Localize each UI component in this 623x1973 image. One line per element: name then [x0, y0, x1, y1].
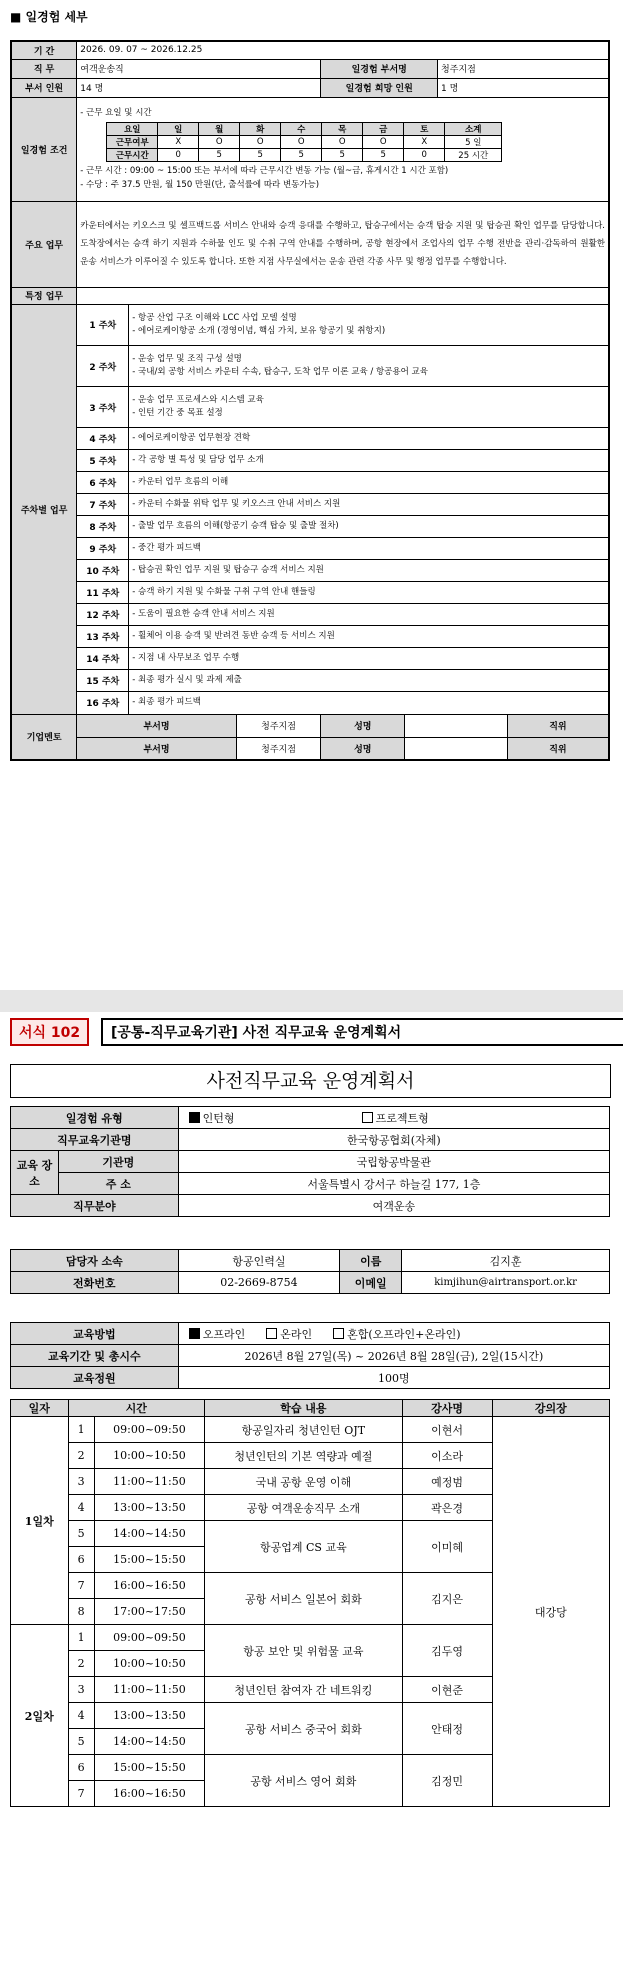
- session-time: 13:00~13:50: [94, 1495, 204, 1521]
- week-duty-line: - 운송 업무 및 조직 구성 설명: [132, 354, 242, 364]
- special-label: 특정 업무: [11, 287, 77, 304]
- week-duty-line: - 휠체어 이용 승객 및 반려견 동반 승객 등 서비스 지원: [132, 631, 335, 641]
- info-table: [10, 1106, 610, 1217]
- week-number: 8 주차: [77, 516, 129, 538]
- job-label: 직 무: [11, 59, 77, 78]
- hours-cell: 0: [404, 149, 445, 162]
- weekly-duty-table: [77, 305, 608, 714]
- week-duty-line: - 중간 평가 피드백: [132, 543, 201, 553]
- session-number: 6: [68, 1547, 94, 1573]
- venue: 대강당: [492, 1417, 609, 1807]
- week-number: 3 주차: [77, 387, 129, 428]
- mentor1-name-value: [405, 714, 508, 737]
- day-header: 토: [404, 123, 445, 136]
- day-header: 화: [240, 123, 281, 136]
- mentor2-dept-value: 청주지점: [236, 737, 321, 760]
- hours-cell: 근무시간: [107, 149, 158, 162]
- week-duty-line: - 각 공항 별 특성 및 담당 업무 소개: [132, 455, 264, 465]
- addr-label: 주 소: [58, 1173, 178, 1195]
- place-label: 교육 장소: [11, 1151, 59, 1195]
- pay-note: - 수당 : 주 37.5 만원, 월 150 만원(단, 출석률에 따라 변동가능): [80, 180, 320, 190]
- duration-value: 2026년 8월 27일(목) ~ 2026년 8월 28일(금), 2일(15시간): [178, 1345, 609, 1367]
- schedule-row: [11, 1417, 610, 1443]
- week-number: 12 주차: [77, 604, 129, 626]
- week-row: [77, 305, 608, 346]
- week-duties: [129, 494, 608, 516]
- session-time: 17:00~17:50: [94, 1599, 204, 1625]
- session-time: 16:00~16:50: [94, 1573, 204, 1599]
- page-separator: [0, 990, 623, 1012]
- session-number: 8: [68, 1599, 94, 1625]
- cond-label: 일경험 조건: [11, 97, 77, 201]
- week-duties: [129, 692, 608, 714]
- type-label: 일경험 유형: [11, 1107, 179, 1129]
- schedule-header: 학습 내용: [205, 1400, 403, 1417]
- email-value: kimjihun@airtransport.or.kr: [402, 1272, 610, 1294]
- week-number: 13 주차: [77, 626, 129, 648]
- session-instructor: 이소라: [402, 1443, 492, 1469]
- document-title: 사전직무교육 운영계획서: [10, 1064, 611, 1098]
- session-time: 11:00~11:50: [94, 1469, 204, 1495]
- schedule-header: 강사명: [402, 1400, 492, 1417]
- mentor1-dept-value: 청주지점: [236, 714, 321, 737]
- method-mixed: 혼합(오프라인+온라인): [347, 1327, 461, 1341]
- session-number: 1: [68, 1625, 94, 1651]
- field-label: 직무분야: [11, 1195, 179, 1217]
- week-row: [77, 648, 608, 670]
- week-duties: [129, 604, 608, 626]
- day-header: 요일: [107, 123, 158, 136]
- session-topic: 청년인턴의 기본 역량과 예절: [205, 1443, 403, 1469]
- week-duties: [129, 670, 608, 692]
- week-row: [77, 450, 608, 472]
- week-row: [77, 604, 608, 626]
- hours-cell: 5: [363, 149, 404, 162]
- day-header: 소계: [445, 123, 502, 136]
- session-number: 6: [68, 1755, 94, 1781]
- week-row: [77, 670, 608, 692]
- inst-value: 국립항공박물관: [178, 1151, 609, 1173]
- mentor1-pos-label: 직위: [507, 714, 609, 737]
- week-number: 11 주차: [77, 582, 129, 604]
- week-duty-line: - 에어로케이항공 소개 (경영이념, 핵심 가치, 보유 항공기 및 취항지): [132, 325, 386, 336]
- session-time: 13:00~13:50: [94, 1703, 204, 1729]
- week-duty-line: - 카운터 업무 흐름의 이해: [132, 477, 229, 487]
- session-topic: 공항 여객운송직무 소개: [205, 1495, 403, 1521]
- mentor1-dept-label: 부서명: [77, 714, 236, 737]
- contact-dept-label: 담당자 소속: [11, 1250, 179, 1272]
- method-table: [10, 1322, 610, 1389]
- week-row: [77, 516, 608, 538]
- week-row: [77, 428, 608, 450]
- day-header: 목: [322, 123, 363, 136]
- hours-cell: 0: [158, 149, 199, 162]
- internship-detail-table: [10, 40, 610, 761]
- session-number: 2: [68, 1651, 94, 1677]
- session-instructor: 김두영: [402, 1625, 492, 1677]
- hours-cell: 25 시간: [445, 149, 502, 162]
- contact-table: [10, 1249, 610, 1294]
- session-number: 5: [68, 1729, 94, 1755]
- week-duties: [129, 387, 608, 428]
- session-number: 5: [68, 1521, 94, 1547]
- session-time: 10:00~10:50: [94, 1651, 204, 1677]
- session-time: 10:00~10:50: [94, 1443, 204, 1469]
- week-number: 1 주차: [77, 305, 129, 346]
- phone-label: 전화번호: [11, 1272, 179, 1294]
- day-header: 일: [158, 123, 199, 136]
- week-row: [77, 692, 608, 714]
- week-duty-line: - 지점 내 사무보조 업무 수행: [132, 653, 240, 663]
- wish-label: 일경험 희망 인원: [321, 78, 438, 97]
- session-time: 16:00~16:50: [94, 1781, 204, 1807]
- day-header: 금: [363, 123, 404, 136]
- dept-label: 일경험 부서명: [321, 59, 438, 78]
- hours-cell: 5: [240, 149, 281, 162]
- session-topic: 국내 공항 운영 이해: [205, 1469, 403, 1495]
- addr-value: 서울특별시 강서구 하늘길 177, 1층: [178, 1173, 609, 1195]
- week-duty-line: - 에어로케이항공 업무현장 견학: [132, 433, 251, 443]
- hours-note: - 근무 시간 : 09:00 ~ 15:00 또는 부서에 따라 근무시간 변동 가능 (월~금, 휴게시간 1 시간 포함): [80, 166, 449, 176]
- session-instructor: 김지은: [402, 1573, 492, 1625]
- period-label: 기 간: [11, 41, 77, 59]
- page-2: [0, 1012, 623, 1973]
- schedule-header-row: [11, 1400, 610, 1417]
- week-number: 9 주차: [77, 538, 129, 560]
- quota-label: 교육정원: [11, 1367, 179, 1389]
- mentor-label: 기업멘토: [11, 714, 77, 760]
- week-duties: [129, 582, 608, 604]
- duty-label: 주요 업무: [11, 201, 77, 287]
- session-topic: 공항 서비스 중국어 회화: [205, 1703, 403, 1755]
- session-instructor: 김정민: [402, 1755, 492, 1807]
- week-number: 15 주차: [77, 670, 129, 692]
- session-topic: 청년인턴 참여자 간 네트워킹: [205, 1677, 403, 1703]
- work-cell: O: [281, 136, 322, 149]
- period-value: 2026. 09. 07 ~ 2026.12.25: [77, 41, 609, 59]
- method-label: 교육방법: [11, 1323, 179, 1345]
- week-duty-line: - 인턴 기간 중 목표 설정: [132, 408, 223, 418]
- session-number: 4: [68, 1703, 94, 1729]
- work-cell: O: [240, 136, 281, 149]
- session-topic: 항공일자리 청년인턴 OJT: [205, 1417, 403, 1443]
- session-time: 15:00~15:50: [94, 1547, 204, 1573]
- work-cell: O: [322, 136, 363, 149]
- week-number: 6 주차: [77, 472, 129, 494]
- week-duty-line: - 항공 산업 구조 이해와 LCC 사업 모델 설명: [132, 312, 297, 323]
- session-number: 3: [68, 1469, 94, 1495]
- week-row: [77, 626, 608, 648]
- week-duty-line: - 국내/외 공항 서비스 카운터 수속, 탑승구, 도착 업무 이론 교육 / 항공용어 교육: [132, 367, 428, 377]
- week-number: 2 주차: [77, 346, 129, 387]
- week-duties: [129, 516, 608, 538]
- name-value: 김지훈: [402, 1250, 610, 1272]
- session-number: 7: [68, 1781, 94, 1807]
- days-note: - 근무 요일 및 시간: [80, 108, 152, 118]
- agency-label: 직무교육기관명: [11, 1129, 179, 1151]
- checkbox-checked-icon[interactable]: [189, 1328, 200, 1339]
- schedule-table: [10, 1399, 610, 1807]
- wish-value: 1 명: [438, 78, 609, 97]
- day-label: 1일차: [11, 1417, 69, 1625]
- week-row: [77, 560, 608, 582]
- type-option-intern: 인턴형: [202, 1111, 235, 1125]
- mentor1-name-label: 성명: [321, 714, 405, 737]
- hours-cell: 5: [281, 149, 322, 162]
- hours-cell: 5: [322, 149, 363, 162]
- work-cell: X: [404, 136, 445, 149]
- session-time: 09:00~09:50: [94, 1625, 204, 1651]
- week-number: 5 주차: [77, 450, 129, 472]
- session-time: 11:00~11:50: [94, 1677, 204, 1703]
- workday-table: [106, 122, 502, 162]
- week-row: [77, 387, 608, 428]
- work-cell: O: [199, 136, 240, 149]
- mentor2-pos-label: 직위: [507, 737, 609, 760]
- inst-label: 기관명: [58, 1151, 178, 1173]
- session-time: 09:00~09:50: [94, 1417, 204, 1443]
- session-time: 14:00~14:50: [94, 1521, 204, 1547]
- mentor2-name-label: 성명: [321, 737, 405, 760]
- work-cell: 근무여부: [107, 136, 158, 149]
- session-number: 2: [68, 1443, 94, 1469]
- schedule-header: 강의장: [492, 1400, 609, 1417]
- session-number: 3: [68, 1677, 94, 1703]
- checkbox-empty-icon[interactable]: [266, 1328, 277, 1339]
- weekly-label: 주차별 업무: [11, 304, 77, 714]
- week-duty-line: - 최종 평가 피드백: [132, 697, 201, 708]
- checkbox-empty-icon[interactable]: [333, 1328, 344, 1339]
- week-number: 16 주차: [77, 692, 129, 714]
- week-row: [77, 538, 608, 560]
- week-duties: [129, 428, 608, 450]
- checkbox-checked-icon[interactable]: [189, 1112, 200, 1123]
- field-value: 여객운송: [178, 1195, 609, 1217]
- checkbox-empty-icon[interactable]: [362, 1112, 373, 1123]
- week-duty-line: - 도움이 필요한 승객 안내 서비스 지원: [132, 609, 275, 619]
- week-duties: [129, 346, 608, 387]
- session-number: 4: [68, 1495, 94, 1521]
- dept-value: 청주지점: [438, 59, 609, 78]
- session-instructor: 이미혜: [402, 1521, 492, 1573]
- week-duties: [129, 560, 608, 582]
- session-instructor: 안태정: [402, 1703, 492, 1755]
- section-title: ■ 일경험 세부: [10, 10, 88, 24]
- day-header: 수: [281, 123, 322, 136]
- week-number: 14 주차: [77, 648, 129, 670]
- week-row: [77, 494, 608, 516]
- session-number: 1: [68, 1417, 94, 1443]
- session-instructor: 이현준: [402, 1677, 492, 1703]
- session-topic: 항공 보안 및 위험물 교육: [205, 1625, 403, 1677]
- schedule-header: 시간: [68, 1400, 205, 1417]
- duration-label: 교육기간 및 총시수: [11, 1345, 179, 1367]
- special-value: [77, 287, 609, 304]
- phone-value: 02-2669-8754: [178, 1272, 340, 1294]
- duty-text: 카운터에서는 키오스크 및 셀프백드롭 서비스 안내와 승객 응대를 수행하고, 탑승구에서는 승객 탑승 지원 및 탑승권 확인 업무를 담당합니다. 도착장에서는 승객 하기 지원과 수하물 인도 및 수취 구역 안내를 수행하며, 공항 현장에서 조업사의 업무 수행 전반을 관리·감독하여 원활한 운송 서비스가 이루어질 수 있도록 합니다. 또한 지점 사무실에서는 운송 관련 각종 사무 및 행정 업무를 수행합니다.: [77, 201, 609, 287]
- contact-dept-value: 항공인력실: [178, 1250, 340, 1272]
- form-number-tag: 서식 102: [10, 1018, 89, 1046]
- work-cell: X: [158, 136, 199, 149]
- mentor2-dept-label: 부서명: [77, 737, 236, 760]
- week-duty-line: - 출발 업무 흐름의 이해(항공기 승객 탑승 및 출발 절차): [132, 521, 339, 531]
- week-row: [77, 582, 608, 604]
- job-value: 여객운송직: [77, 59, 321, 78]
- name-label: 이름: [340, 1250, 402, 1272]
- week-duties: [129, 472, 608, 494]
- method-offline: 오프라인: [202, 1327, 246, 1341]
- week-duties: [129, 538, 608, 560]
- day-header: 월: [199, 123, 240, 136]
- week-number: 7 주차: [77, 494, 129, 516]
- schedule-header: 일자: [11, 1400, 69, 1417]
- week-number: 10 주차: [77, 560, 129, 582]
- week-duty-line: - 탑승권 확인 업무 지원 및 탑승구 승객 서비스 지원: [132, 565, 324, 575]
- agency-value: 한국항공협회(자체): [178, 1129, 609, 1151]
- session-time: 14:00~14:50: [94, 1729, 204, 1755]
- week-duty-line: - 카운터 수화물 위탁 업무 및 키오스크 안내 서비스 지원: [132, 499, 341, 509]
- session-topic: 공항 서비스 일본어 회화: [205, 1573, 403, 1625]
- week-row: [77, 472, 608, 494]
- work-cell: O: [363, 136, 404, 149]
- session-number: 7: [68, 1573, 94, 1599]
- session-topic: 항공업계 CS 교육: [205, 1521, 403, 1573]
- week-row: [77, 346, 608, 387]
- session-instructor: 이현서: [402, 1417, 492, 1443]
- staff-value: 14 명: [77, 78, 321, 97]
- hours-cell: 5: [199, 149, 240, 162]
- week-duties: [129, 626, 608, 648]
- week-duty-line: - 승객 하기 지원 및 수화물 구취 구역 안내 핸들링: [132, 587, 316, 597]
- work-cell: 5 일: [445, 136, 502, 149]
- week-duties: [129, 305, 608, 346]
- week-number: 4 주차: [77, 428, 129, 450]
- staff-label: 부서 인원: [11, 78, 77, 97]
- mentor2-name-value: [405, 737, 508, 760]
- week-duties: [129, 450, 608, 472]
- quota-value: 100명: [178, 1367, 609, 1389]
- day-label: 2일차: [11, 1625, 69, 1807]
- type-option-project: 프로젝트형: [375, 1111, 429, 1125]
- session-time: 15:00~15:50: [94, 1755, 204, 1781]
- session-instructor: 곽은경: [402, 1495, 492, 1521]
- method-online: 온라인: [280, 1327, 313, 1341]
- week-duty-line: - 최종 평가 실시 및 과제 제출: [132, 675, 242, 685]
- week-duties: [129, 648, 608, 670]
- email-label: 이메일: [340, 1272, 402, 1294]
- week-duty-line: - 운송 업무 프로세스와 시스템 교육: [132, 395, 264, 405]
- session-topic: 공항 서비스 영어 회화: [205, 1755, 403, 1807]
- form-title: [공통-직무교육기관] 사전 직무교육 운영계획서: [101, 1018, 623, 1046]
- session-instructor: 예정범: [402, 1469, 492, 1495]
